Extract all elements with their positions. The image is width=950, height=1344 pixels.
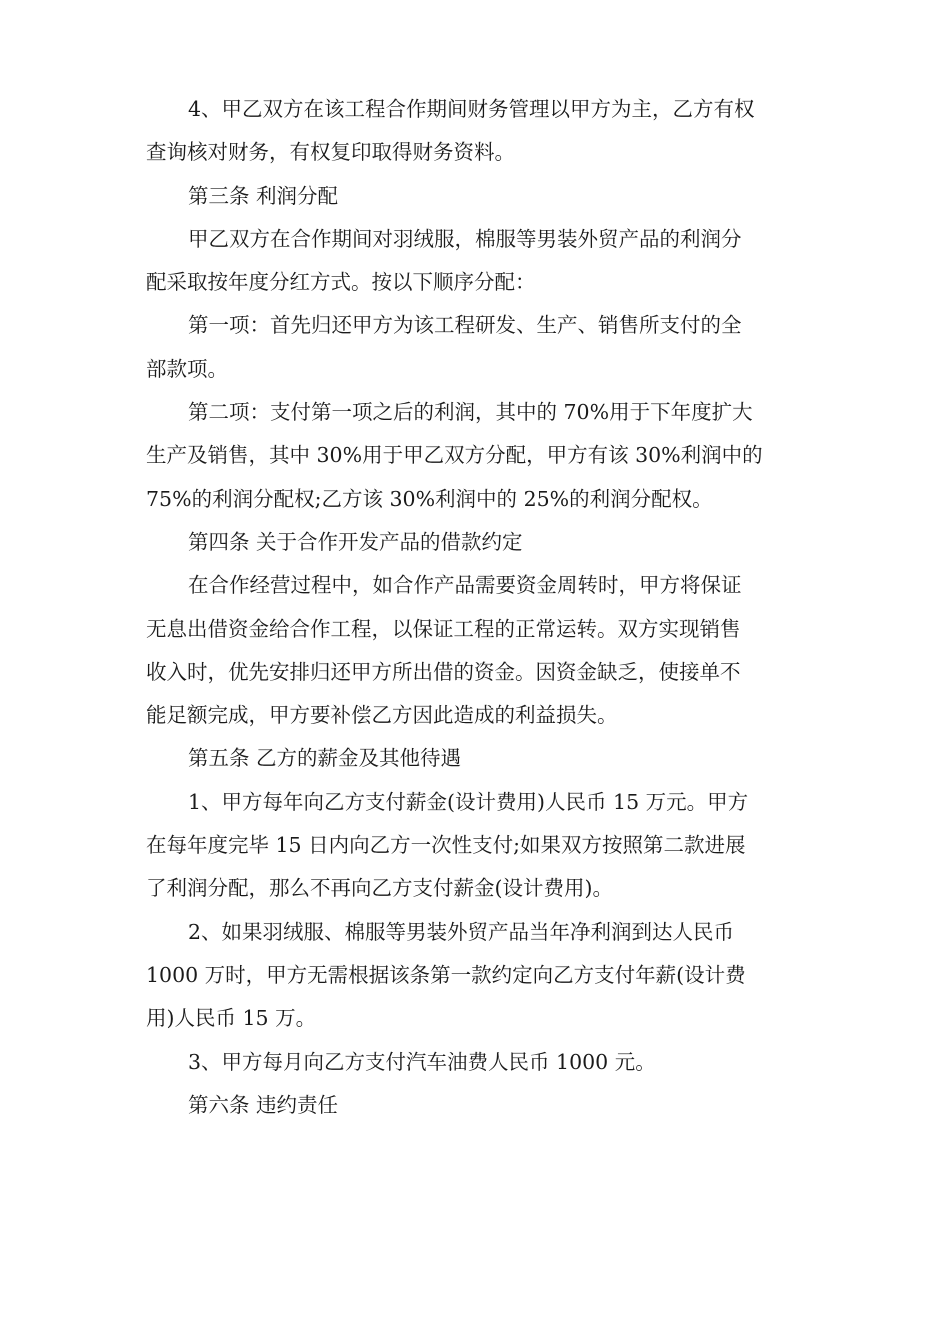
text-line: 收入时，优先安排归还甲方所出借的资金。因资金缺乏，使接单不 xyxy=(146,659,741,684)
text-line: 第二项：支付第一项之后的利润，其中的 70%用于下年度扩大 xyxy=(188,400,753,425)
text-line: 配采取按年度分红方式。按以下顺序分配： xyxy=(146,270,536,295)
text-line: 用)人民币 15 万。 xyxy=(146,1006,317,1031)
section-heading: 第五条 乙方的薪金及其他待遇 xyxy=(188,746,462,771)
document-body xyxy=(146,88,810,1127)
text-line: 无息出借资金给合作工程，以保证工程的正常运转。双方实现销售 xyxy=(146,616,741,641)
text-line: 1、甲方每年向乙方支付薪金(设计费用)人民币 15 万元。甲方 xyxy=(188,789,749,814)
text-line: 部款项。 xyxy=(146,356,228,381)
text-line: 能足额完成，甲方要补偿乙方因此造成的利益损失。 xyxy=(146,703,618,728)
text-line: 在每年度完毕 15 日内向乙方一次性支付;如果双方按照第二款进展 xyxy=(146,833,746,858)
text-line: 查询核对财务，有权复印取得财务资料。 xyxy=(146,140,515,165)
section-heading: 第四条 关于合作开发产品的借款约定 xyxy=(188,529,523,554)
text-line: 生产及销售，其中 30%用于甲乙双方分配，甲方有该 30%利润中的 xyxy=(146,443,763,468)
section-heading: 第三条 利润分配 xyxy=(188,183,339,208)
text-line: 甲乙双方在合作期间对羽绒服，棉服等男装外贸产品的利润分 xyxy=(188,226,742,251)
text-line: 第一项：首先归还甲方为该工程研发、生产、销售所支付的全 xyxy=(188,313,742,338)
text-line: 了利润分配，那么不再向乙方支付薪金(设计费用)。 xyxy=(146,876,613,901)
text-line: 2、如果羽绒服、棉服等男装外贸产品当年净利润到达人民币 xyxy=(188,919,735,944)
text-line: 3、甲方每月向乙方支付汽车油费人民币 1000 元。 xyxy=(188,1049,656,1074)
text-line: 4、甲乙双方在该工程合作期间财务管理以甲方为主，乙方有权 xyxy=(188,97,755,121)
text-line: 75%的利润分配权;乙方该 30%利润中的 25%的利润分配权。 xyxy=(146,486,713,511)
text-line: 在合作经营过程中，如合作产品需要资金周转时，甲方将保证 xyxy=(188,573,742,598)
section-heading: 第六条 违约责任 xyxy=(188,1092,339,1117)
text-line: 1000 万时，甲方无需根据该条第一款约定向乙方支付年薪(设计费 xyxy=(146,962,746,987)
